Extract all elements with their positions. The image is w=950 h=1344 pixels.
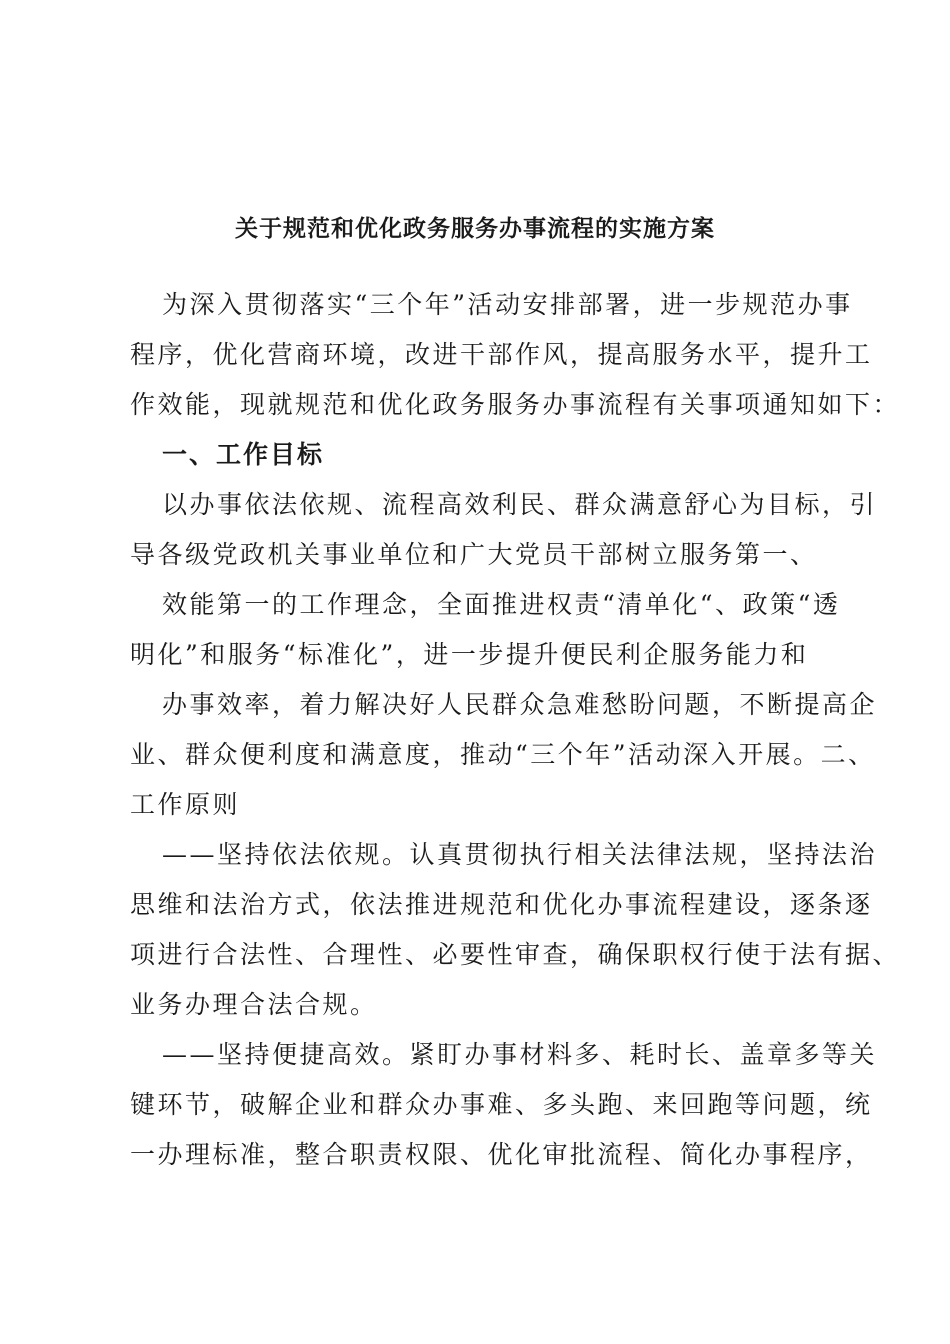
paragraph-line: 键环节，破解企业和群众办事难、多头跑、来回跑等问题，统 (130, 1090, 873, 1119)
paragraph-line: 导各级党政机关事业单位和广大党员干部树立服务第一、 (130, 540, 818, 569)
paragraph-line: 程序，优化营商环境，改进干部作风，提高服务水平，提升工 (130, 340, 873, 369)
paragraph-line: ——坚持依法依规。认真贯彻执行相关法律法规，坚持法治 (162, 840, 878, 869)
paragraph-line: 业务办理合法合规。 (130, 990, 378, 1019)
paragraph-line: 业、群众便利度和满意度，推动“三个年”活动深入开展。二、 (130, 740, 876, 769)
paragraph-line: 明化”和服务“标准化”，进一步提升便民利企服务能力和 (130, 640, 809, 669)
paragraph-line: 效能第一的工作理念，全面推进权责“清单化“、政策“透 (162, 590, 841, 619)
paragraph-line: ——坚持便捷高效。紧盯办事材料多、耗时长、盖章多等关 (162, 1040, 878, 1069)
document-title: 关于规范和优化政务服务办事流程的实施方案 (235, 215, 715, 242)
paragraph-line: 工作原则 (130, 790, 241, 819)
paragraph-line: 以办事依法依规、流程高效利民、群众满意舒心为目标，引 (162, 490, 878, 519)
paragraph-line: 办事效率，着力解决好人民群众急难愁盼问题，不断提高企 (162, 690, 878, 719)
paragraph-line: 一办理标准，整合职责权限、优化审批流程、简化办事程序， (130, 1140, 873, 1169)
paragraph-line: 思维和法治方式，依法推进规范和优化办事流程建设，逐条逐 (130, 890, 873, 919)
paragraph-line: 项进行合法性、合理性、必要性审查，确保职权行使于法有据、 (130, 940, 901, 969)
paragraph-line: 为深入贯彻落实“三个年”活动安排部署，进一步规范办事 (162, 290, 853, 319)
section-heading: 一、工作目标 (162, 440, 325, 469)
paragraph-line: 作效能，现就规范和优化政务服务办事流程有关事项通知如下： (130, 390, 901, 419)
